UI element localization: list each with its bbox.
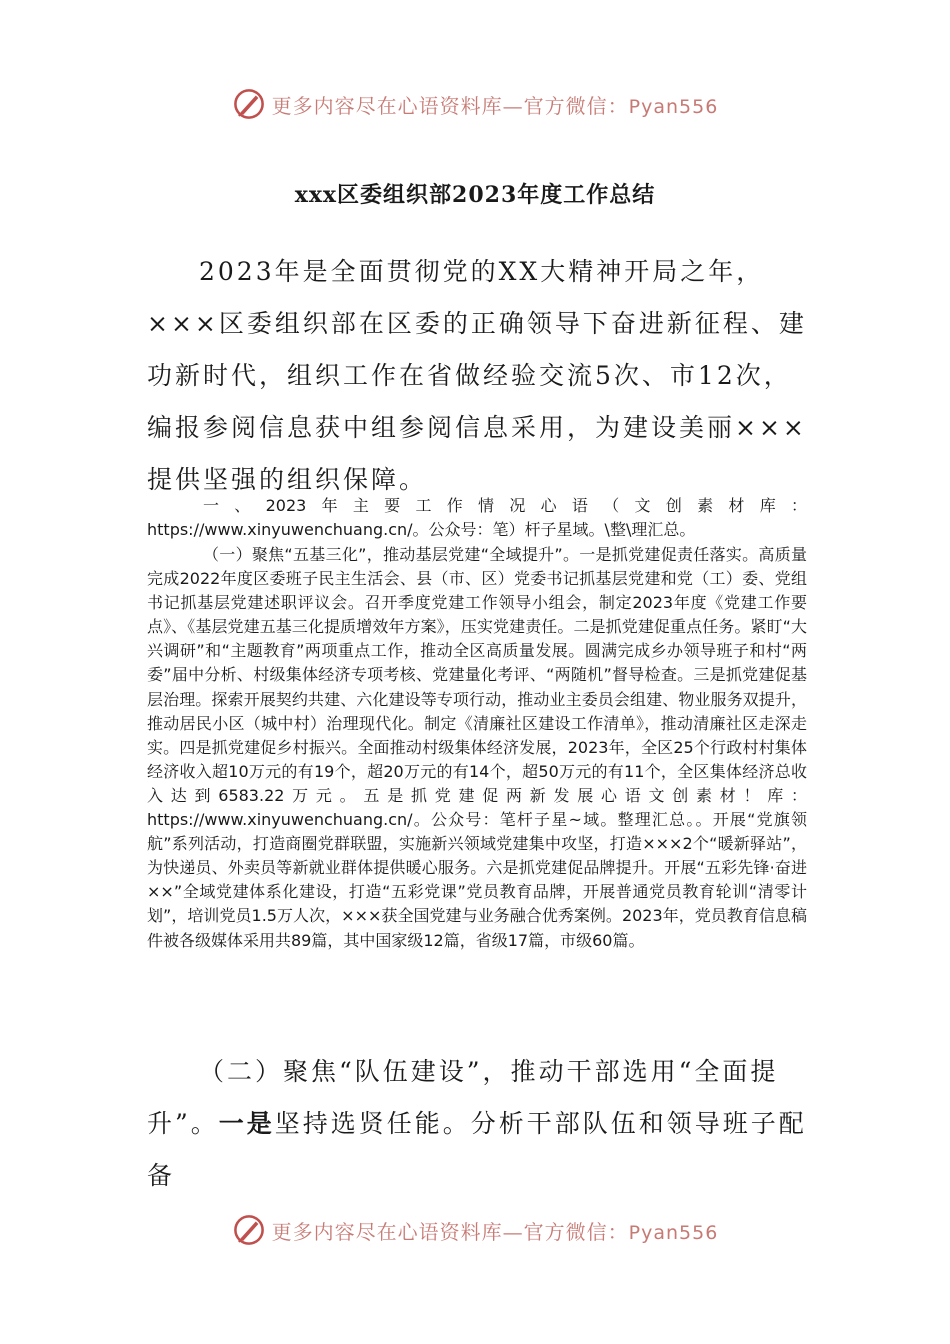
section1-body-paragraph: （一）聚焦“五基三化”，推动基层党建“全域提升”。一是抓党建促责任落实。高质量完成2022年度区委班子民主生活会、县（市、区）党委书记抓基层党建和党（工）委、党组书记抓基层党建述职评议会。召开季度党建工作领导小组会，制定2023年度《党建工作要点》、《基层党建五基三化提质增效年方案》，压实党建责任。二是抓党建促重点任务。紧盯“大兴调研”和“主题教育”两项重点工作，推动全区高质量发展。圆满完成乡办领导班子和村“两委”届中分析、村级集体经济专项考核、党建量化考评、“两随机”督导检查。三是抓党建促基层治理。探索开展契约共建、六化建设等专项行动，推动业主委员会组建、物业服务双提升，推动居民小区（城中村）治理现代化。制定《清廉社区建设工作清单》，推动清廉社区走深走实。四是抓党建促乡村振兴。全面推动村级集体经济发展，2023年，全区25个行政村村集体经济收入超10万元的有19个，超20万元的有14个，超50万元的有11个，全区集体经济总收入达到6583.22万元。五是抓党建促两新发展心语文创素材！库：https://www.xinyuwenchuang.cn/。公众号：笔杆子星~域。整理汇总。。开展“党旗领航”系列活动，打造商圈党群联盟，实施新兴领域党建集中攻坚，打造×××2个“暖新驿站”，为快递员、外卖员等新就业群体提供暖心服务。六是抓党建促品牌提升。开展“五彩先锋·奋进××”全域党建体系化建设，打造“五彩党课”党员教育品牌，开展普通党员教育轮训“清零计划”，培训党员1.5万人次，×××获全国党建与业务融合优秀案例。2023年，党员教育信息稿件被各级媒体采用共89篇，其中国家级12篇，省级17篇，市级60篇。 [147,545,807,950]
watermark-text: 更多内容尽在心语资料库—官方微信：Pyan556 [271,93,719,118]
section2-lead: （二）聚焦“队伍建设”，推动干部选用“全面提升”。 [147,1057,779,1138]
section2-bold-marker: 一是 [218,1109,275,1138]
header-watermark-banner [0,82,950,126]
intro-paragraph: 2023年是全面贯彻党的XX大精神开局之年，×××区委组织部在区委的正确领导下奋进新征程、建功新时代，组织工作在省做经验交流5次、市12次，编报参阅信息获中组参阅信息采用，为建设美丽×××提供坚强的组织保障。 [147,257,807,494]
section1-heading: 一、2023年主要工作情况心语（文创素材库：https://www.xinyuwenchuang.cn/。公众号：笔）杆子星域。\整\理汇总。 [147,496,807,540]
section2-rest: 坚持选贤任能。分析干部队伍和领导班子配备 [147,1109,807,1190]
wechat-id: Pyan556 [628,95,719,118]
watermark-text: 更多内容尽在心语资料库—官方微信：Pyan556 [271,1219,719,1244]
footer-watermark-banner [0,1208,950,1252]
document-title: xxx区委组织部2023年度工作总结 [294,182,656,208]
quill-logo-icon [232,1213,266,1247]
wechat-id: Pyan556 [628,1221,719,1244]
quill-logo-icon [232,87,266,121]
section2-paragraph [147,1046,807,1202]
